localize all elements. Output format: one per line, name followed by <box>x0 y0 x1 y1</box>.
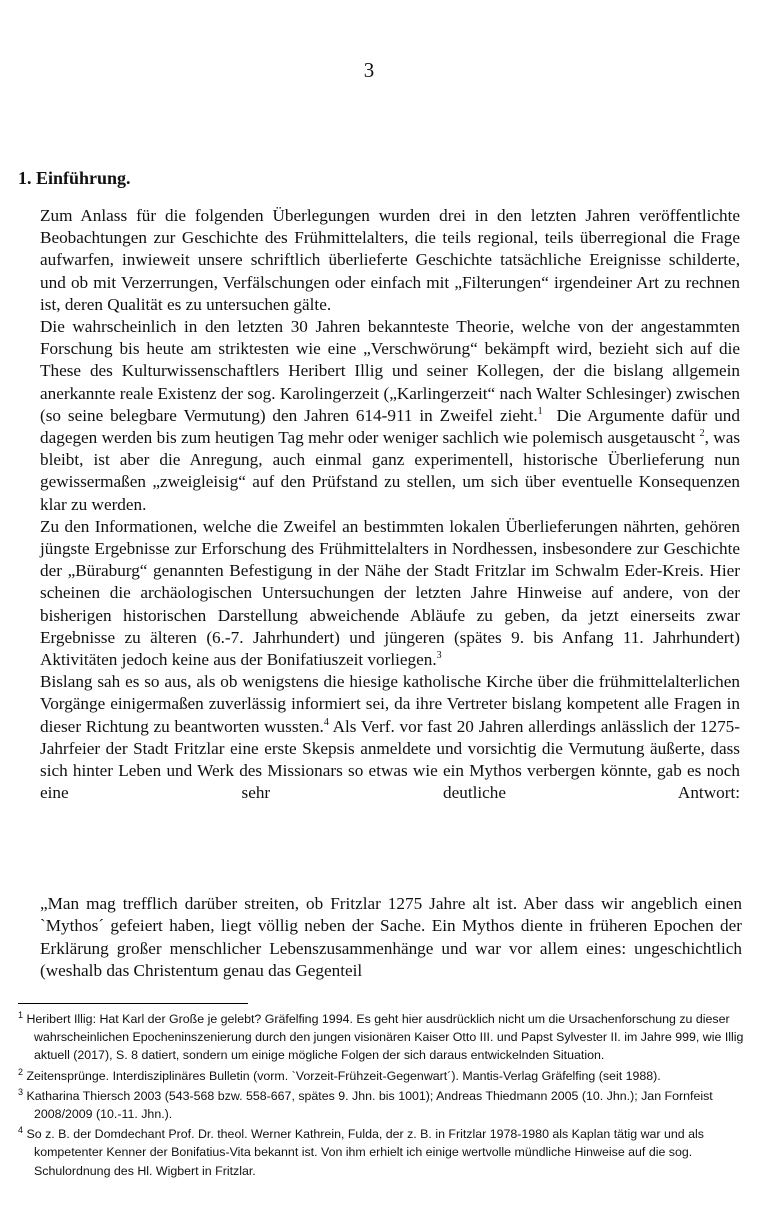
footnote-separator <box>18 1003 248 1004</box>
footnote-3: $^3$ Katharina Thiersch 2003 (543-568 bzw. 558-667, spätes 9. Jhn. bis 1001); Andreas Thiedmann 2005 (10. Jhn.); Jan Fornfeist 2008/2009 (10.-11. Jhn.). <box>18 1086 713 1122</box>
footnote-ref-2[interactable]: 2 <box>699 428 705 440</box>
quote-text: „Man mag trefflich darüber streiten, ob Fritzlar 1275 Jahre alt ist. Aber dass wir angeblich einen `Mythos´ gefeiert haben, liegt völlig neben der Sache. Ein Mythos diente in früheren Epochen der Erklärung großer menschlicher Lebenszusammenhänge und war vor allem eines: ungeschichtlich (weshalb das Christentum genau das Gegenteil <box>40 894 742 980</box>
footnote-ref-1[interactable]: 1 <box>537 405 543 417</box>
paragraph-illig-theory: Die wahrscheinlich in den letzten 30 Jahren bekannteste Theorie, welche von der angestammten Forschung bis heute am striktesten wie eine „Verschwörung“ bekämpft wird, bezieht sich auf die These des Kulturwissenschaftlers Heribert Illig und seiner Kollegen, der die bislang allgemein anerkannte reale Existenz der sog. Karolingerzeit („Karlingerzeit“ nach Walter Schlesinger) zwischen (so seine belegbare Vermutung) den Jahren 614-911 in Zweifel zieht.$^1$ Die Argumente dafür und dagegen werden bis zum heutigen Tag mehr oder weniger sachlich wie polemisch ausgetauscht $^2$, was bleibt, ist aber die Anregung, auch einmal ganz experimentell, historische Überlieferung nun gewissermaßen „zweigleisig“ auf den Prüfstand zu stellen, um sich über eventuelle Konsequenzen klar zu werden. <box>40 317 741 514</box>
paragraph-intro: Zum Anlass für die folgenden Überlegungen wurden drei in den letzten Jahren veröffentlichte Beobachtungen zur Geschichte des Frühmittelalters, die teils regional, teils überregional die Frage aufwarfen, inwieweit unsere schriftlich überlieferte Geschichte tatsächliche Ereignisse schilderte, und ob mit Verzerrungen, Verfälschungen oder einfach mit „Filterungen“ irgendeiner Art zu rechnen ist, deren Qualität es zu untersuchen gälte. <box>40 206 740 314</box>
footnote-1: $^1$ Heribert Illig: Hat Karl der Große je gelebt? Gräfelfing 1994. Es geht hier ausdrücklich nicht um die Ursachenforschung zu dieser wahrscheinlichen Epocheninszenierung durch den jungen visionären Kaiser Otto III. und Papst Sylvester II. im Jahre 999, wie Illig aktuell (2017), S. 8 datiert, sondern um einige mögliche Folgen der sich daraus entwickelnden Situation. <box>18 1010 744 1063</box>
footnotes <box>18 1010 748 1182</box>
page-number: 3 <box>363 58 375 82</box>
paragraph-bueraburg: Zu den Informationen, welche die Zweifel an bestimmten lokalen Überlieferungen nährten, gehören jüngste Ergebnisse zur Erforschung des Frühmittelalters in Nordhessen, insbesondere zur Geschichte der „Büraburg“ genannten Befestigung in der Nähe der Stadt Fritzlar im Schwalm Eder-Kreis. Hier scheinen die archäologischen Untersuchungen der letzten Jahre Hinweise auf andere, von der bisherigen historischen Darstellung abweichende Abläufe zu geben, da jetzt einerseits zwar Ergebnisse zu älteren (6.-7. Jahrhundert) und jüngeren (spätes 9. bis Anfang 11. Jahrhundert) Aktivitäten jedoch keine aus der Bonifatiuszeit vorliegen.$^3$ <box>40 516 740 670</box>
footnote-ref-4[interactable]: 4 <box>323 716 329 728</box>
footnote-4: $^4$ So z. B. der Domdechant Prof. Dr. theol. Werner Kathrein, Fulda, der z. B. in Fritzlar 1978-1980 als Kaplan tätig war und als kompetenter Kenner der Bonifatius-Vita bekannt ist. Von ihm erhielt ich einige wertvolle mündliche Hinweise auf die sog. Schulordnung des Hl. Wigbert in Fritzlar. <box>18 1125 704 1178</box>
body-text <box>40 205 740 804</box>
block-quote <box>40 893 742 982</box>
footnote-2: $^2$ Zeitensprünge. Interdisziplinäres Bulletin (vorm. `Vorzeit-Frühzeit-Gegenwart´). Mantis-Verlag Gräfelfing (seit 1988). <box>18 1066 661 1083</box>
paragraph-church: Bislang sah es so aus, als ob wenigstens die hiesige katholische Kirche über die frühmittelalterlichen Vorgänge einigermaßen zuverlässig informiert sei, da ihre Vertreter bislang kompetent alle Fragen in dieser Richtung zu beantworten wussten.$^4$ Als Verf. vor fast 20 Jahren allerdings anlässlich der 1275-Jahrfeier der Stadt Fritzlar eine erste Skepsis anmeldete und vorsichtig die Vermutung äußerte, dass sich hinter Leben und Werk des Missionars so etwas wie ein Mythos verbergen könnte, gab es noch eine sehr deutliche Antwort: <box>40 672 740 803</box>
section-heading: 1. Einführung. <box>18 168 131 188</box>
footnote-ref-3[interactable]: 3 <box>436 650 442 662</box>
